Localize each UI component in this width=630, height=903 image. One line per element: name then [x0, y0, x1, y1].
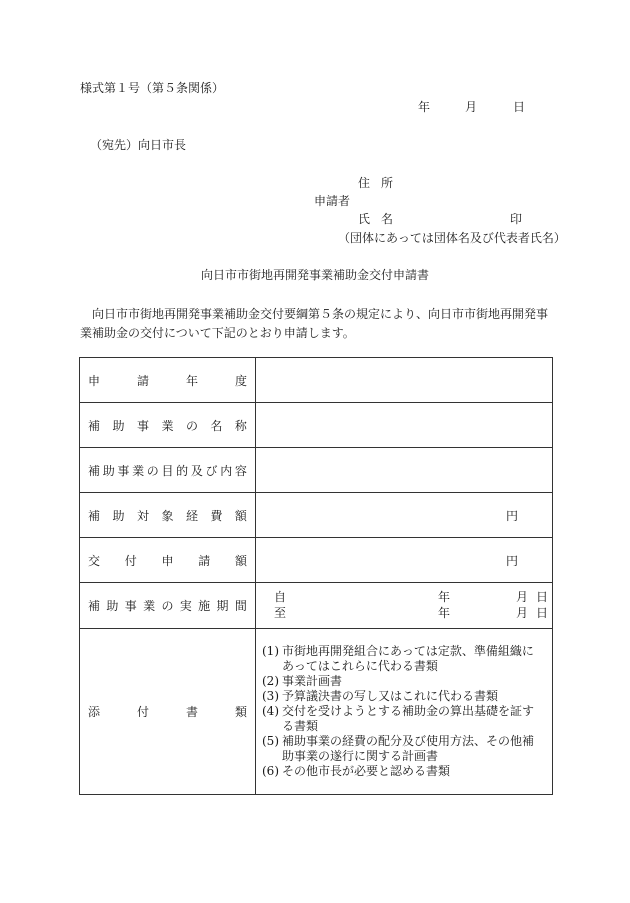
list-item: (6) その他市長が必要と認める書類	[262, 764, 451, 778]
period-to-label: 至	[274, 606, 287, 620]
label-char: 業	[132, 463, 145, 478]
label-char: 助	[106, 599, 119, 613]
fiscal-year-field[interactable]	[256, 358, 553, 403]
list-item: (1) 市街地再開発組合にあっては定款、準備組織にあってはこれらに代わる書類	[262, 644, 534, 673]
table-row	[80, 403, 553, 448]
label-char: 補	[88, 508, 101, 523]
row-label-cell	[80, 629, 256, 795]
row-label-cell	[80, 448, 256, 493]
label-char: 書	[185, 705, 198, 719]
body-text: 向日市市街地再開発事業補助金交付要綱第５条の規定により、向日市市街地再開発事業補助金の交付について下記のとおり申請します。	[80, 307, 549, 340]
list-item: (5) 補助事業の経費の配分及び使用方法、その他補助事業の遂行に関する計画書	[262, 734, 535, 763]
row-label-cell	[80, 493, 256, 538]
row-label	[88, 462, 247, 479]
label-char: 年	[185, 373, 198, 388]
label-char: の	[185, 418, 198, 433]
address-label: 住所	[358, 176, 405, 190]
requested-amount-field[interactable]	[256, 538, 553, 583]
label-char: 助	[112, 418, 125, 433]
period-to-day: 日	[535, 606, 548, 620]
label-char: 請	[198, 553, 211, 568]
list-item: (3) 予算議決書の写し又はこれに代わる書類	[262, 689, 499, 703]
period-to-year: 年	[437, 606, 450, 620]
label-char: 事	[124, 599, 137, 613]
applicant-label: 申請者	[314, 194, 351, 208]
label-char: 及	[190, 463, 203, 478]
date-year-label: 年	[418, 100, 431, 114]
label-char: 経	[185, 508, 198, 523]
label-char: 実	[179, 599, 192, 613]
table-row	[80, 448, 553, 493]
document-title: 向日市市街地再開発事業補助金交付申請書	[200, 268, 429, 282]
label-char: 費	[210, 508, 223, 523]
row-label-cell	[80, 583, 256, 629]
period-grid	[256, 591, 552, 620]
eligible-cost-field[interactable]	[256, 493, 553, 538]
label-char: 補	[88, 418, 101, 433]
list-item: (4) 交付を受けようとする補助金の算出基礎を証する書類	[262, 704, 535, 733]
yen-unit: 円	[505, 508, 518, 523]
label-char: 事	[136, 418, 149, 433]
label-char: 事	[117, 463, 130, 478]
label-char: 業	[143, 599, 156, 613]
period-from-label: 自	[274, 590, 287, 604]
label-char: 業	[161, 418, 174, 433]
label-char: 対	[136, 508, 149, 523]
row-label	[88, 552, 247, 569]
yen-unit: 円	[505, 553, 518, 568]
row-label	[88, 597, 247, 614]
table-row	[80, 583, 553, 629]
label-char: び	[205, 463, 218, 478]
table-row	[80, 358, 553, 403]
label-char: 付	[136, 705, 149, 719]
label-char: 的	[176, 463, 189, 478]
name-label: 氏名	[358, 212, 405, 226]
label-char: 額	[234, 508, 247, 523]
label-char: 額	[234, 553, 247, 568]
label-char: 請	[136, 373, 149, 388]
period-to-month: 月	[515, 606, 528, 620]
row-label	[88, 417, 247, 434]
table-row	[80, 629, 553, 795]
label-char: 間	[234, 599, 247, 613]
label-char: 付	[124, 553, 137, 568]
table-row	[80, 493, 553, 538]
label-char: 象	[161, 508, 174, 523]
project-name-field[interactable]	[256, 403, 553, 448]
label-char: 類	[234, 705, 247, 719]
label-char: 容	[234, 463, 247, 478]
label-char: 助	[102, 463, 115, 478]
row-label	[88, 703, 247, 720]
label-char: の	[161, 599, 174, 613]
name-note: （団体にあっては団体名及び代表者氏名）	[338, 231, 566, 245]
date-month-label: 月	[465, 100, 478, 114]
form-number: 様式第１号（第５条関係）	[80, 81, 225, 95]
project-purpose-field[interactable]	[256, 448, 553, 493]
date-day-label: 日	[513, 100, 526, 114]
period-from-day: 日	[535, 590, 548, 604]
table-row	[80, 538, 553, 583]
label-char: 期	[216, 599, 229, 613]
attachments-cell	[256, 629, 553, 795]
label-char: 度	[234, 373, 247, 388]
label-char: 称	[234, 418, 247, 433]
application-table	[79, 357, 553, 795]
project-period-field[interactable]	[256, 583, 553, 629]
period-from-month: 月	[515, 590, 528, 604]
row-label-cell	[80, 358, 256, 403]
seal-label: 印	[510, 212, 523, 226]
label-char: 施	[198, 599, 211, 613]
label-char: 添	[88, 705, 101, 719]
period-from-year: 年	[437, 590, 450, 604]
row-label	[88, 372, 247, 389]
row-label-cell	[80, 538, 256, 583]
label-char: 申	[88, 373, 101, 388]
label-char: 内	[220, 463, 233, 478]
label-char: 申	[161, 553, 174, 568]
label-char: 補	[88, 599, 101, 613]
label-char: 名	[210, 418, 223, 433]
row-label-cell	[80, 403, 256, 448]
label-char: の	[146, 463, 159, 478]
label-char: 交	[88, 553, 101, 568]
label-char: 助	[112, 508, 125, 523]
row-label	[88, 507, 247, 524]
attachments-list	[256, 644, 552, 779]
label-char: 補	[88, 463, 101, 478]
list-item: (2) 事業計画書	[262, 674, 343, 688]
addressee: （宛先）向日市長	[90, 138, 187, 152]
label-char: 目	[161, 463, 174, 478]
